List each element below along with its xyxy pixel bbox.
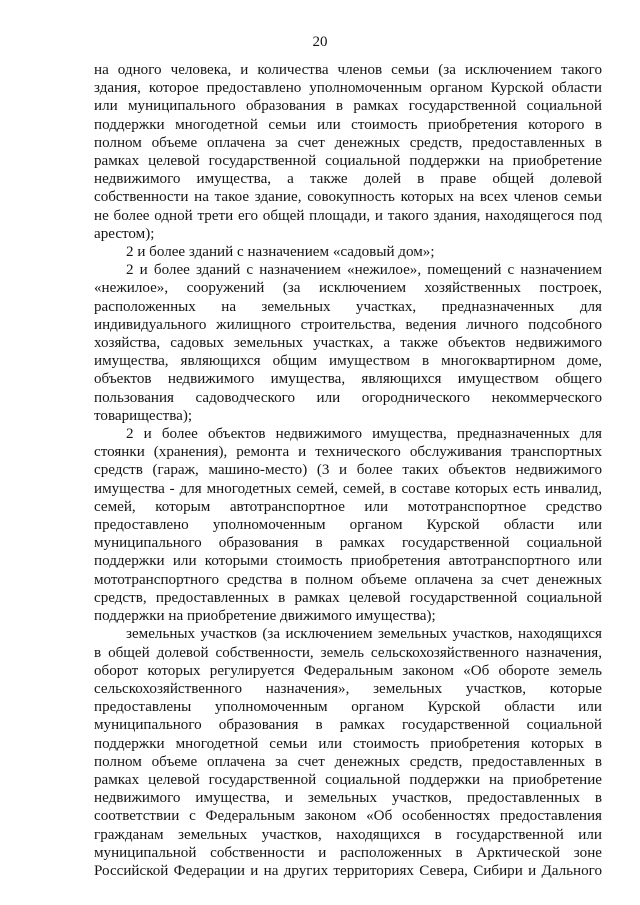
page-number: 20: [312, 34, 328, 50]
text-line: недвижимого имущества, а также долей в праве общей долевой: [94, 171, 602, 188]
document-body: [94, 61, 602, 880]
text-line: здания, которое предоставлено уполномоченным органом Курской области: [94, 80, 602, 97]
text-line: предоставлено уполномоченным органом Курской области или: [94, 517, 602, 534]
text-line: средств, предоставленных в рамках целевой государственной социальной: [94, 589, 602, 606]
text-line: хозяйства, садовых земельных участках, а также объектов недвижимого: [94, 335, 602, 352]
text-line: полном объеме оплачена за счет денежных средств, предоставленных в: [94, 753, 602, 770]
text-line: мототранспортного средства в полном объеме оплачена за счет денежных: [94, 571, 602, 588]
text-line: в общей долевой собственности, земель сельскохозяйственного назначения,: [94, 644, 602, 661]
text-line: рамках целевой государственной социальной поддержки на приобретение: [94, 153, 602, 170]
text-line: 2 и более зданий с назначением «садовый дом»;: [126, 244, 435, 261]
text-line: не более одной трети его общей площади, и такого здания, находящегося под: [94, 207, 602, 224]
text-line: 2 и более объектов недвижимого имущества, предназначенных для: [126, 426, 602, 443]
text-line: поддержки многодетной семьи или стоимость приобретения которых в: [94, 735, 602, 752]
text-line: индивидуального жилищного строительства, ведения личного подсобного: [94, 316, 602, 333]
text-line: соответствии с Федеральным законом «Об особенностях предоставления: [94, 808, 602, 825]
text-line: недвижимого имущества, и земельных участков, предоставленных в: [94, 790, 602, 807]
text-line: объектов недвижимого имущества, являющихся имуществом общего: [94, 371, 602, 388]
text-line: Российской Федерации и на других территориях Севера, Сибири и Дального: [94, 862, 602, 879]
text-line: муниципального образования в рамках государственной социальной: [94, 717, 602, 734]
text-line: полном объеме оплачена за счет денежных средств, предоставленных в: [94, 134, 602, 151]
text-line: поддержки на приобретение движимого имущества);: [94, 608, 436, 625]
text-line: семей, которым автотранспортное или мототранспортное средство: [94, 498, 602, 515]
text-line: арестом);: [94, 225, 155, 242]
text-line: предоставлены уполномоченным органом Курской области или: [94, 699, 602, 716]
text-line: товарищества);: [94, 407, 193, 424]
text-line: 2 и более зданий с назначением «нежилое», помещений с назначением: [126, 262, 602, 279]
text-line: расположенных на земельных участках, предназначенных для: [94, 298, 602, 315]
text-line: рамках целевой государственной социальной поддержки на приобретение: [94, 771, 602, 788]
text-line: оборот которых регулируется Федеральным законом «Об обороте земель: [94, 662, 602, 679]
text-line: «нежилое», сооружений (за исключением хозяйственных построек,: [94, 280, 602, 297]
text-line: средств (гараж, машино-место) (3 и более таких объектов недвижимого: [94, 462, 602, 479]
text-line: или муниципального образования в рамках государственной социальной: [94, 98, 602, 115]
text-line: земельных участков (за исключением земельных участков, находящихся: [126, 626, 602, 643]
text-line: муниципального образования в рамках государственной социальной: [94, 535, 602, 552]
text-line: поддержки многодетной семьи или стоимость приобретения которого в: [94, 116, 602, 133]
text-line: муниципальной собственности и расположенных в Арктической зоне: [94, 844, 602, 861]
text-line: пользования садоводческого или огороднического некоммерческого: [94, 389, 602, 406]
text-line: собственности на такое здание, совокупность которых на всех членов семьи: [94, 189, 602, 206]
text-line: гражданам земельных участков, находящихся в государственной или: [94, 826, 602, 843]
text-line: имущества - для многодетных семей, семей, в составе которых есть инвалид,: [94, 480, 602, 497]
text-line: стоянки (хранения), ремонта и технического обслуживания транспортных: [94, 444, 602, 461]
text-line: имущества, являющихся общим имуществом в многоквартирном доме,: [94, 353, 602, 370]
text-line: сельскохозяйственного назначения», земельных участков, которые: [94, 680, 602, 697]
text-line: поддержки или которыми стоимость приобретения автотранспортного или: [94, 553, 602, 570]
text-line: на одного человека, и количества членов семьи (за исключением такого: [94, 62, 602, 78]
